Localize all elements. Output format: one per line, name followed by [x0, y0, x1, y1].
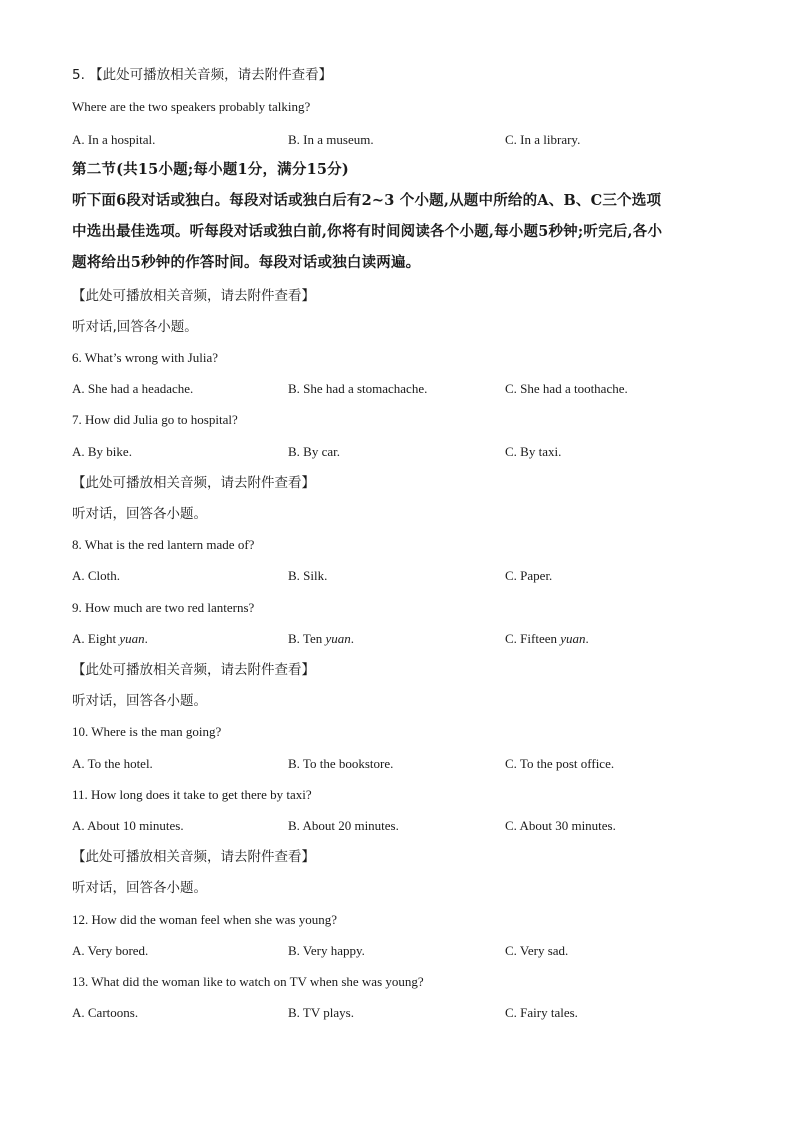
q8-option-b: B. Silk.: [288, 568, 328, 583]
listen-prompt: 听对话，回答各小题。: [72, 693, 207, 709]
q10-option-c: C. To the post office.: [505, 756, 615, 771]
q12-option-b: B. Very happy.: [288, 943, 365, 958]
question-12: 12. How did the woman feel when she was young?: [72, 912, 337, 927]
q7-option-c: C. By taxi.: [505, 444, 562, 459]
q8-option-a: A. Cloth.: [72, 568, 121, 583]
listen-prompt: 听对话,回答各小题。: [72, 319, 198, 335]
q12-option-a: A. Very bored.: [72, 943, 149, 958]
q6-option-c: C. She had a toothache.: [505, 381, 628, 396]
q5-option-c: C. In a library.: [505, 132, 581, 147]
instructions-line-3: 题将给出5秒钟的作答时间。每段对话或独白读两遍。: [72, 254, 421, 271]
audio-note: 【此处可播放相关音频，请去附件查看】: [72, 475, 315, 491]
audio-note: 【此处可播放相关音频，请去附件查看】: [72, 849, 315, 865]
q9-option-b: B. Ten yuan.: [288, 631, 355, 646]
q8-option-c: C. Paper.: [505, 568, 553, 583]
q13-option-c: C. Fairy tales.: [505, 1005, 578, 1020]
question-7: 7. How did Julia go to hospital?: [72, 412, 238, 427]
question-5: Where are the two speakers probably talking?: [72, 99, 311, 114]
instructions-line-2: 中选出最佳选项。听每段对话或独白前,你将有时间阅读各个小题,每小题5秒钟;听完后,各小: [72, 223, 663, 240]
q6-option-a: A. She had a headache.: [72, 381, 194, 396]
audio-note: 【此处可播放相关音频，请去附件查看】: [72, 288, 315, 304]
q9-option-c: C. Fifteen yuan.: [505, 631, 589, 646]
question-11: 11. How long does it take to get there by taxi?: [72, 787, 312, 802]
question-10: 10. Where is the man going?: [72, 724, 222, 739]
section-title: 第二节(共15小题;每小题1分，满分15分): [72, 161, 349, 178]
audio-note: 5. 【此处可播放相关音频，请去附件查看】: [72, 67, 333, 83]
q11-option-b: B. About 20 minutes.: [288, 818, 399, 833]
q5-option-a: A. In a hospital.: [72, 132, 156, 147]
q7-option-b: B. By car.: [288, 444, 340, 459]
q13-option-b: B. TV plays.: [288, 1005, 354, 1020]
q7-option-a: A. By bike.: [72, 444, 132, 459]
q10-option-b: B. To the bookstore.: [288, 756, 394, 771]
audio-note: 【此处可播放相关音频，请去附件查看】: [72, 662, 315, 678]
question-6: 6. What’s wrong with Julia?: [72, 350, 218, 365]
q10-option-a: A. To the hotel.: [72, 756, 153, 771]
question-8: 8. What is the red lantern made of?: [72, 537, 255, 552]
listen-prompt: 听对话，回答各小题。: [72, 506, 207, 522]
q13-option-a: A. Cartoons.: [72, 1005, 139, 1020]
question-13: 13. What did the woman like to watch on TV when she was young?: [72, 974, 424, 989]
q6-option-b: B. She had a stomachache.: [288, 381, 428, 396]
q5-option-b: B. In a museum.: [288, 132, 374, 147]
listen-prompt: 听对话，回答各小题。: [72, 880, 207, 896]
instructions-line-1: 听下面6段对话或独白。每段对话或独白后有2~3 个小题,从题中所给的A、B、C三个选项: [72, 192, 662, 209]
q11-option-a: A. About 10 minutes.: [72, 818, 184, 833]
q9-option-a: A. Eight yuan.: [72, 631, 148, 646]
q12-option-c: C. Very sad.: [505, 943, 569, 958]
question-9: 9. How much are two red lanterns?: [72, 600, 255, 615]
q11-option-c: C. About 30 minutes.: [505, 818, 616, 833]
